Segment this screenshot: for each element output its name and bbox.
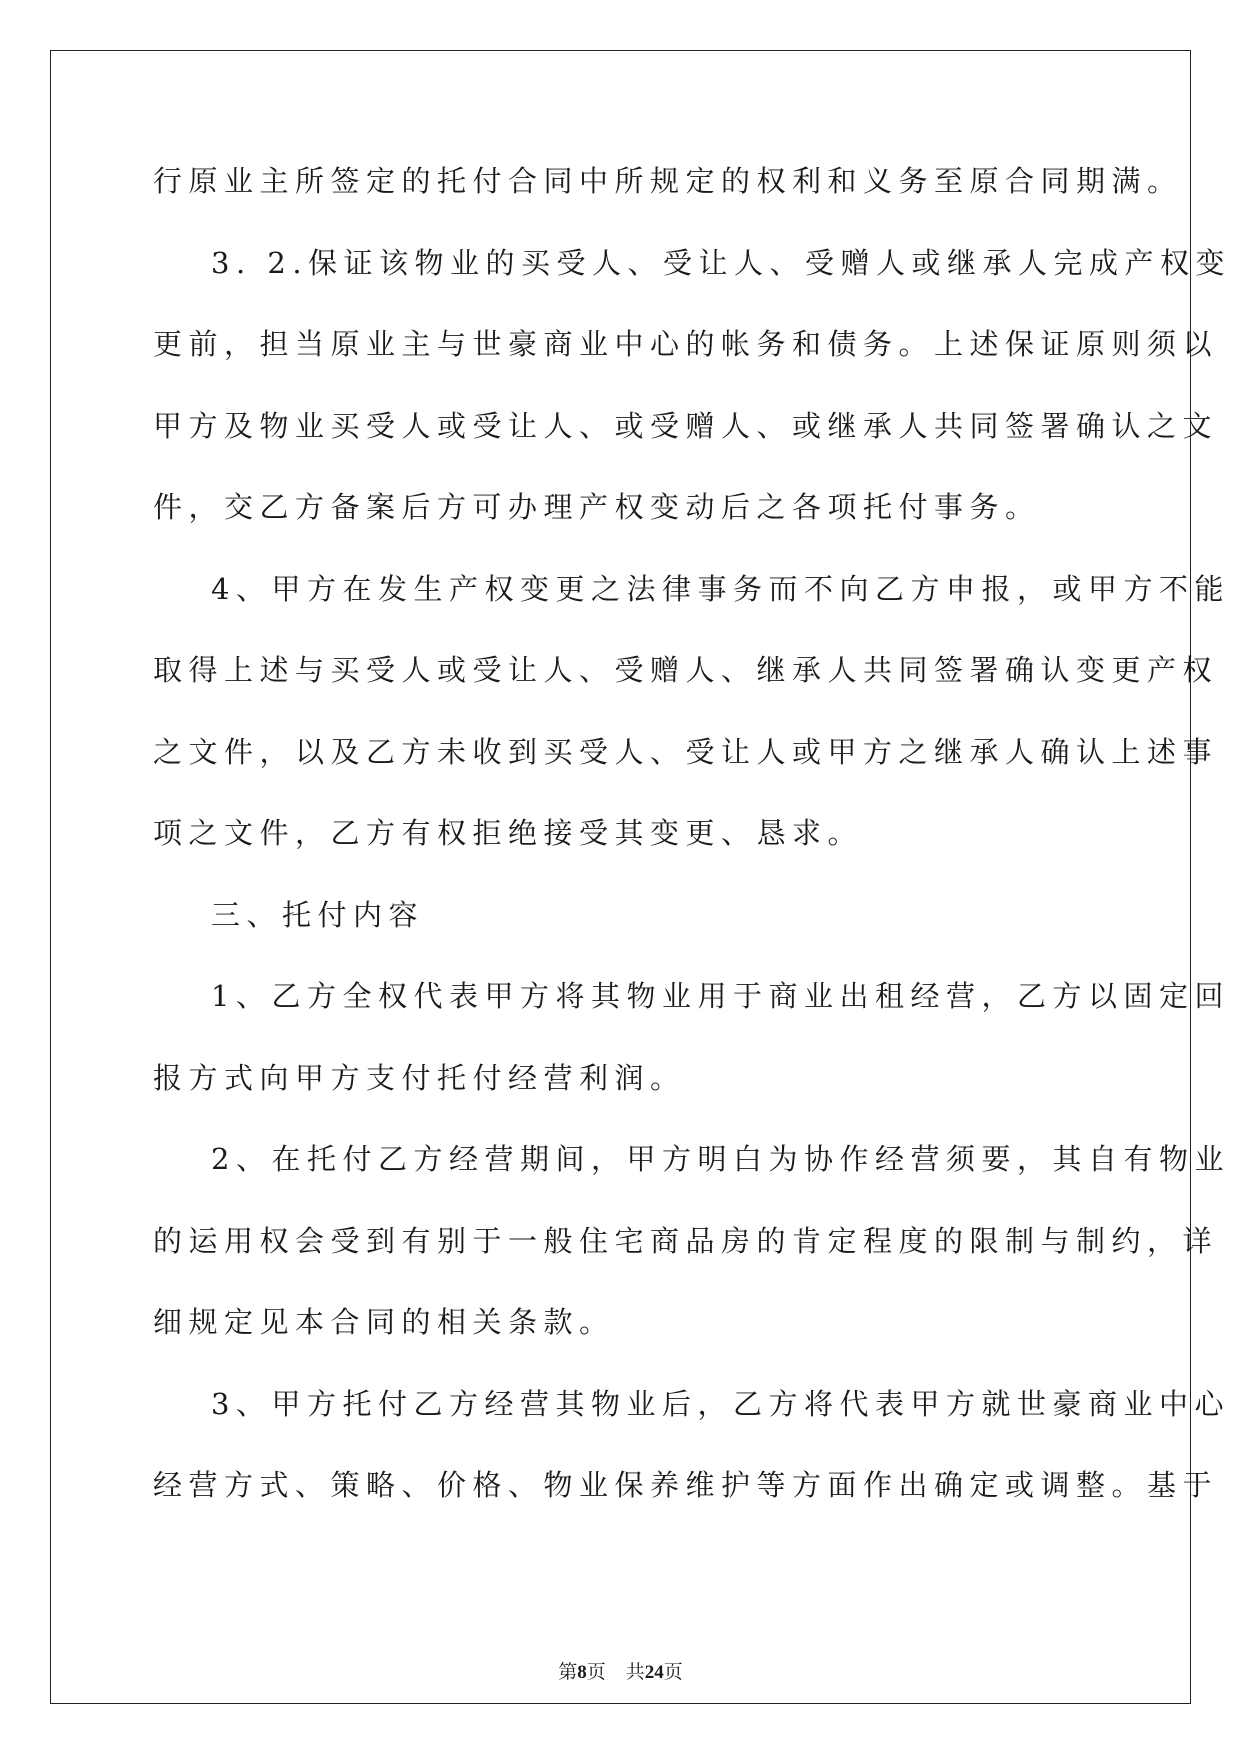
page-footer (0, 1657, 1241, 1684)
page-number: 8 (577, 1662, 587, 1683)
total-suffix: 页 (663, 1662, 683, 1683)
text-line: 甲方及物业买受人或受让人、或受赠人、或继承人共同签署确认之文 (153, 408, 1219, 443)
text-line: 经营方式、策略、价格、物业保养维护等方面作出确定或调整。基于 (153, 1468, 1219, 1502)
text-line: 3. 2.保证该物业的买受人、受让人、受赠人或继承人完成产权变 (211, 245, 1232, 280)
total-pages: 24 (644, 1662, 664, 1683)
page-suffix: 页 (586, 1662, 606, 1683)
text-line: 三、托付内容 (211, 897, 425, 932)
text-line: 更前，担当原业主与世豪商业中心的帐务和债务。上述保证原则须以 (153, 327, 1219, 361)
total-prefix: 共 (625, 1662, 645, 1683)
text-line: 1、乙方全权代表甲方将其物业用于商业出租经营，乙方以固定回 (211, 979, 1230, 1013)
text-line: 细规定见本合同的相关条款。 (153, 1305, 615, 1339)
text-line: 项之文件，乙方有权拒绝接受其变更、恳求。 (153, 816, 864, 850)
text-line: 3、甲方托付乙方经营其物业后，乙方将代表甲方就世豪商业中心 (211, 1386, 1230, 1421)
text-line: 件，交乙方备案后方可办理产权变动后之各项托付事务。 (153, 490, 1041, 524)
text-line: 的运用权会受到有别于一般住宅商品房的肯定程度的限制与制约，详 (153, 1223, 1219, 1258)
document-body (153, 157, 1232, 1543)
text-line: 行原业主所签定的托付合同中所规定的权利和义务至原合同期满。 (153, 164, 1183, 198)
text-line: 之文件，以及乙方未收到买受人、受让人或甲方之继承人确认上述事 (153, 734, 1219, 769)
text-line: 取得上述与买受人或受让人、受赠人、继承人共同签署确认变更产权 (153, 653, 1219, 687)
page-prefix: 第 (558, 1662, 578, 1683)
text-line: 4、甲方在发生产权变更之法律事务而不向乙方申报，或甲方不能 (211, 571, 1230, 606)
text-line: 报方式向甲方支付托付经营利润。 (153, 1060, 686, 1095)
text-line: 2、在托付乙方经营期间，甲方明白为协作经营须要，其自有物业 (211, 1142, 1230, 1176)
